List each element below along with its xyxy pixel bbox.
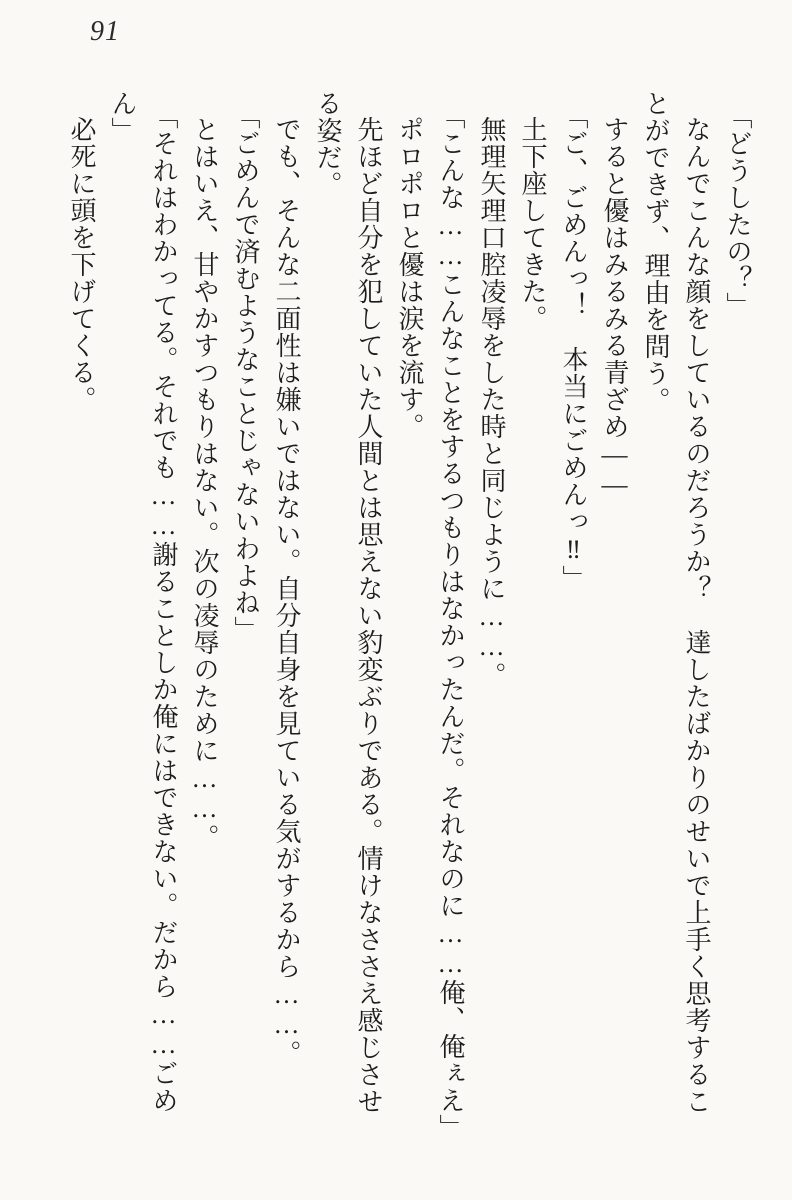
text-line: とができず、理由を問う。 <box>641 90 670 414</box>
text-area <box>56 90 758 1142</box>
text-line: 土下座してきた。 <box>518 116 547 332</box>
text-line: 「ご、ごめんっ！ 本当にごめんっ‼」 <box>559 103 588 592</box>
text-line: 必死に頭を下げてくる。 <box>67 116 96 413</box>
text-line: すると優はみるみる青ざめ―― <box>600 116 629 500</box>
text-line: なんでこんな顔をしているのだろうか？ 達したばかりのせいで上手く思考するこ <box>682 116 711 1115</box>
text-line: とはいえ、甘やかすつもりはない。次の凌辱のために……。 <box>190 116 219 851</box>
text-line: る姿だ。 <box>313 90 342 198</box>
page-number: 91 <box>90 16 120 47</box>
text-line: 「どうしたの？」 <box>723 103 752 319</box>
text-line: ん」 <box>108 90 137 144</box>
text-line: ポロポロと優は涙を流す。 <box>395 116 424 440</box>
text-line: 先ほど自分を犯していた人間とは思えない豹変ぶりである。情けなささえ感じさせ <box>354 116 383 1115</box>
text-line: 「それはわかってる。それでも……謝ることしか俺にはできない。だから……ごめ <box>149 103 178 1114</box>
text-line: 無理矢理口腔凌辱をした時と同じように……。 <box>477 116 506 689</box>
text-line: でも、そんな二面性は嫌いではない。自分自身を見ている気がするから……。 <box>272 116 301 1067</box>
text-line: 「こんな……こんなことをするつもりはなかったんだ。それなのに……俺、俺ぇえ」 <box>436 103 465 1141</box>
text-line: 「ごめんで済むようなことじゃないわよね」 <box>231 103 260 643</box>
